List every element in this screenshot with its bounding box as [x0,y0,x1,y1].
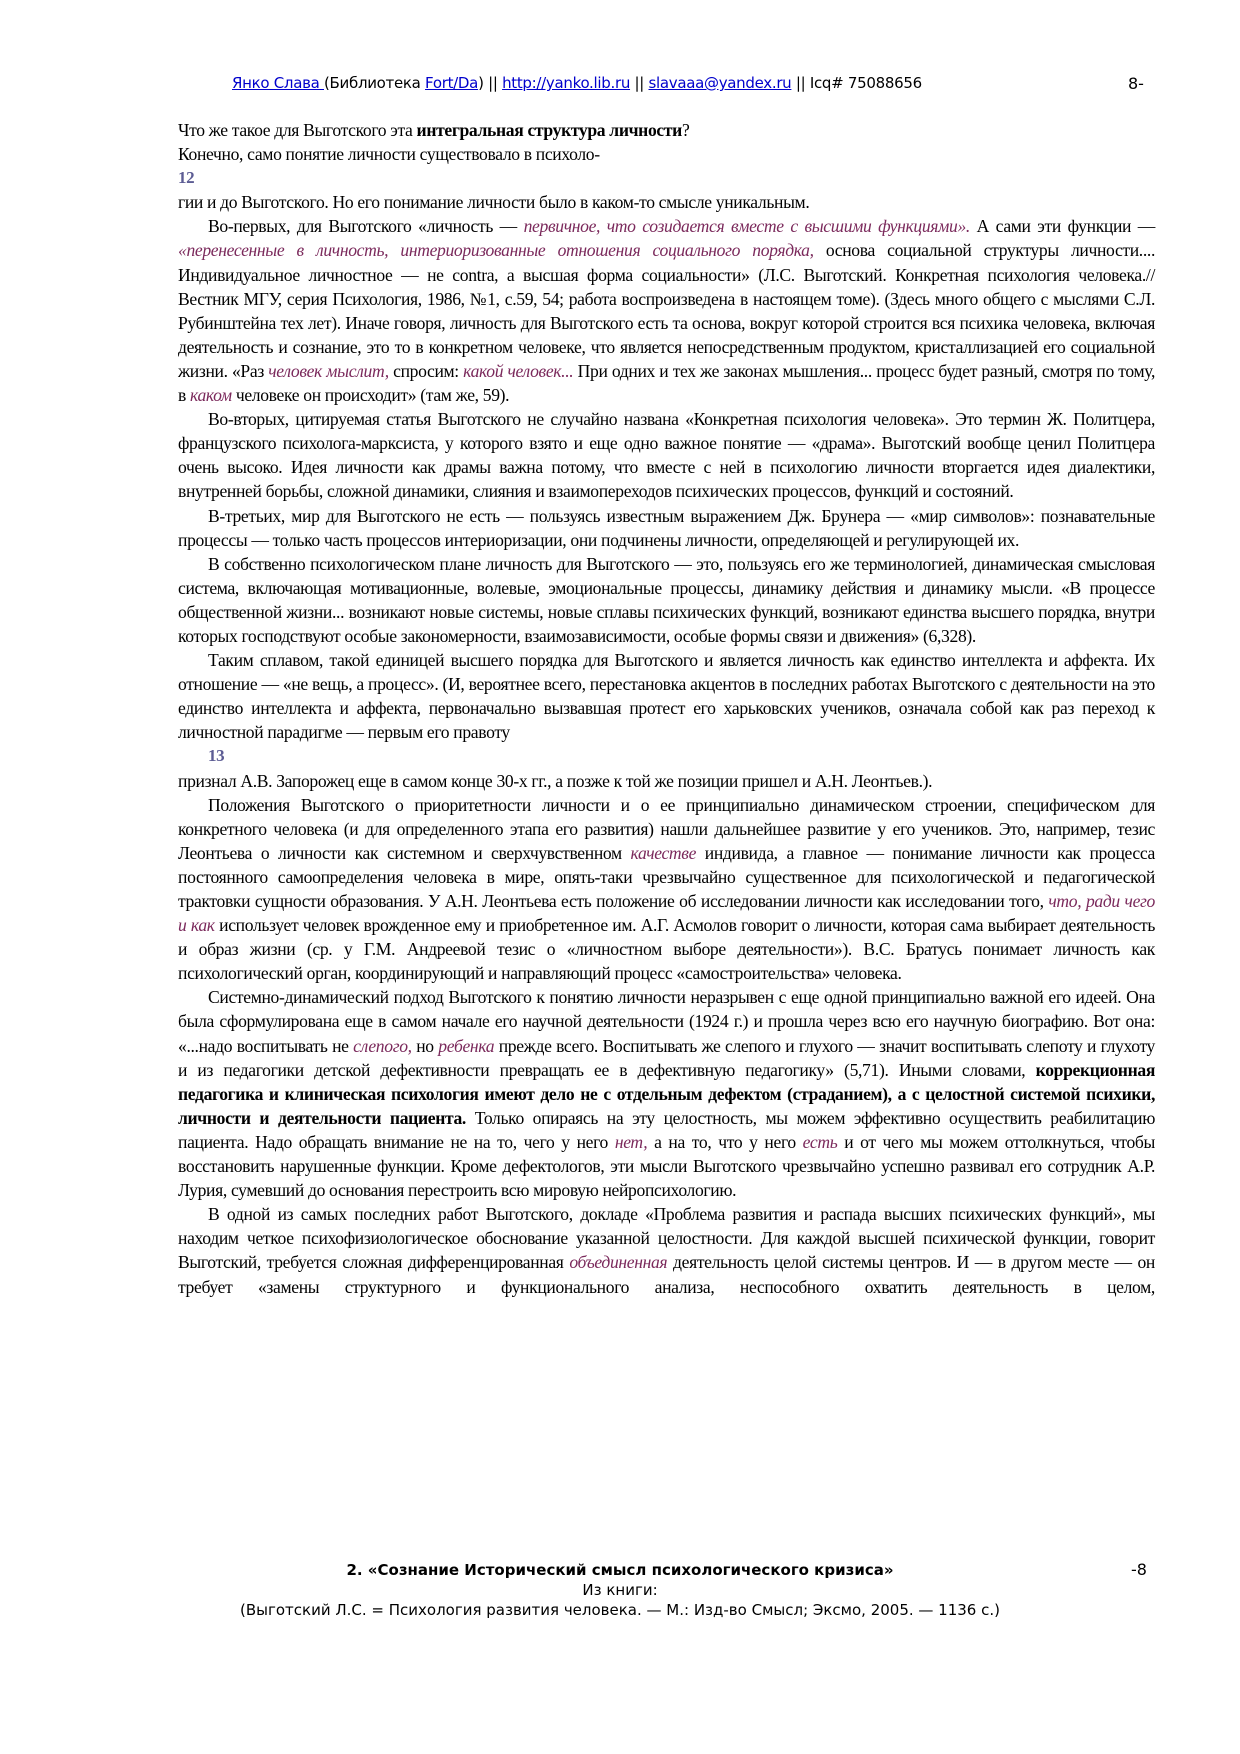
italic-emphasis: качестве [630,842,697,863]
footer-citation: (Выготский Л.С. = Психология развития человека. — М.: Изд-во Смысл; Эксмо, 2005. — 1136 с.) [240,1601,1000,1619]
text-run: Конечно, само понятие личности существовало в психоло- [178,144,600,165]
text-run: Таким сплавом, такой единицей высшего порядка для Выготского и является личность как единство интеллекта и аффекта. Их отношение — «не вещь, а процесс». (И, вероятнее всего, перестановка акцентов в последних работах Выготского с деятельности на это единство интеллекта и аффекта, первоначально вызвавшая протест его харьковских учеников, означала собой как раз переход к личностной парадигме — первым его правоту [178,650,1155,743]
footer-from-book: Из книги: [582,1581,658,1599]
separator: ) || [478,74,503,92]
paragraph [178,985,1155,1202]
text-run: индивида, а главное — понимание личности как процесса постоянного самоопределения человека в мире, опять-таки чрезвычайно существенное для психологической и педагогической трактовки сущности образования. У А.Н. Леонтьева есть положение об исследовании личности как исследовании того, [178,842,1155,911]
italic-emphasis: какой человек... [463,360,574,381]
paragraph [178,552,1155,648]
page-footer [0,1560,1240,1620]
text-run: а на то, что у него [647,1131,803,1152]
italic-emphasis: нет, [614,1131,648,1152]
italic-emphasis: есть [802,1131,838,1152]
paragraph [178,142,1155,166]
text-run: Только опираясь на эту целостность, мы можем эффективно осуществить реабилитацию пациента. Надо обращать внимание не на то, чего у него [178,1107,1155,1152]
italic-emphasis: каком [190,385,232,406]
paragraph [178,769,1155,793]
source-page-marker: 13 [208,746,225,766]
paragraph [178,1202,1155,1298]
italic-emphasis: объединенная [569,1252,668,1273]
footer-title: 2. «Сознание Исторический смысл психологического кризиса» [346,1561,894,1579]
text-run: гии и до Выготского. Но его понимание личности было в каком-то смысле уникальным. [178,192,810,213]
text-run: В собственно психологическом плане личность для Выготского — это, пользуясь его же терминологией, динамическая смысловая система, включающая мотивационные, волевые, эмоциональные процессы, динамику действия и динамику мысли. «В процессе общественной жизни... возникают новые системы, новые сплавы психических функций, возникают единства высшего порядка, внутри которых господствуют особые закономерности, взаимозависимости, особые формы связи и движения» (6,328). [178,553,1155,646]
text-run: деятельность целой системы центров. И — в другом месте — он требует «замены структурного и функционального анализа, неспособного охватить деятельность в целом, [178,1252,1155,1297]
header-page-number: 8- [1128,74,1144,93]
text-run: спросим: [388,360,464,381]
text-run: Системно-динамический подход Выготского к понятию личности неразрывен с еще одной принципиально важной его идеей. Она была сформулирована еще в самом начале его научной деятельности (1924 г.) и прошла через всю его научную биографию. Вот она: «...надо воспитывать не [178,987,1155,1056]
library-prefix: (Библиотека [324,74,426,92]
text-run: но [411,1035,439,1056]
text-run: При одних и тех же законах мышления... процесс будет разный, смотря по тому, в [178,360,1155,406]
text-run: Положения Выготского о приоритетности личности и о ее принципиально динамическом строении, специфическом для конкретного человека (и для определенного этапа его развития) нашли дальнейшее развитие у его учеников. Это, например, тезис Леонтьева о личности как системном и сверхчувственном [178,794,1155,863]
page-header [232,74,922,92]
text-run: ? [681,120,690,140]
icq-number: || Icq# 75088656 [791,74,922,92]
site-link[interactable]: http://yanko.lib.ru [502,74,631,92]
italic-emphasis: что, ради чего и как [178,891,1155,936]
paragraph [178,793,1155,986]
text-run: Что же такое для Выготского эта [178,120,417,140]
italic-emphasis: слепого, [353,1035,412,1056]
paragraph [178,504,1155,552]
text-run: и от чего мы можем оттолкнуться, чтобы восстановить нарушенные функции. Кроме дефектологов, эти мысли Выготского чрезвычайно успешно развивал его сотрудник А.Р. Лурия, сумевший до основания перестроить всю мировую нейропсихологию. [178,1131,1155,1201]
italic-emphasis: первичное, что созидается вместе с высшими функциями». [523,216,970,237]
text-run: признал А.В. Запорожец еще в самом конце 30-х гг., а позже к той же позиции пришел и А.Н. Леонтьев.). [178,770,933,791]
text-run: использует человек врожденное ему и приобретенное им. А.Г. Асмолов говорит о личности, которая сама выбирает деятельность и образ жизни (ср. у Г.М. Андреевой тезис о «личностном выборе деятельности»). В.С. Братусь понимает личность как психологический орган, координирующий и направляющий процесс «самостроительства» человека. [178,915,1156,984]
author-link[interactable]: Янко Слава [232,74,324,92]
bold-emphasis: коррекционная педагогика и клиническая психология имеют дело не с отдельным дефектом (страданием), а с целостной системой психики, личности и деятельности пациента. [178,1059,1155,1128]
separator: || [630,74,649,92]
footer-page-number: -8 [1131,1560,1147,1579]
text-run: человеке он происходит» (там же, 59). [231,385,510,406]
italic-emphasis: ребенка [438,1035,495,1056]
text-run: основа социальной структуры личности.... Индивидуальное личностное — не contra, а высшая форма социальности» (Л.С. Выготский. Конкретная психология человека.// Вестник МГУ, серия Психология, 1986, №1, с.59, 54; работа воспроизведена в настоящем томе). (Здесь много общего с мыслями С.Л. Рубинштейна тех лет). Иначе говоря, личность для Выготского есть та основа, вокруг которой строится вся психика человека, включая деятельность и сознание, это то в конкретном человеке, что является непосредственным продуктом, кристаллизацией его социальной жизни. «Раз [178,240,1155,381]
email-link[interactable]: slavaaa@yandex.ru [648,74,792,92]
text-run: В-третьих, мир для Выготского не есть — пользуясь известным выражением Дж. Брунера — «мир символов»: познавательные процессы — только часть процессов интериоризации, они подчинены личности, определяющей и регулирующей их. [178,505,1155,550]
text-run: Во-первых, для Выготского «личность — [208,216,524,237]
paragraph [178,407,1155,503]
source-page-marker: 12 [178,168,195,188]
text-run: В одной из самых последних работ Выготского, докладе «Проблема развития и распада высших психических функций», мы находим четкое психофизиологическое обоснование указанной целостности. Для каждой высшей психической функции, говорит Выготский, требуется сложная дифференцированная [178,1204,1155,1273]
italic-emphasis: «перенесенные в личность, интериоризованные отношения социального порядка, [178,240,814,261]
text-run: Во-вторых, цитируемая статья Выготского не случайно названа «Конкретная психология человека». Это термин Ж. Политцера, французского психолога-марксиста, у которого взято и еще одно важное понятие — «драма». Выготский вообще ценил Политцера очень высоко. Идея личности как драмы важна потому, что вместе с ней в психологию личности вторгается идея диалектики, внутренней борьбы, сложной динамики, слияния и взаимопереходов психических процессов, функций и состояний. [178,409,1155,502]
bold-emphasis: интегральная структура личности [416,120,682,140]
paragraph [178,648,1155,744]
library-link[interactable]: Fort/Da [425,74,479,92]
italic-emphasis: человек мыслит, [268,360,389,381]
paragraph [178,190,1155,214]
text-run: А сами эти функции — [969,216,1156,237]
text-run: прежде всего. Воспитывать же слепого и глухого — значит воспитывать слепоту и глухоту и из педагогики детской дефективности превращать ее в дефективную педагогику» (5,71). Иными словами, [178,1035,1155,1080]
paragraph [178,214,1155,407]
document-body [178,118,1155,1299]
paragraph [178,118,1155,142]
